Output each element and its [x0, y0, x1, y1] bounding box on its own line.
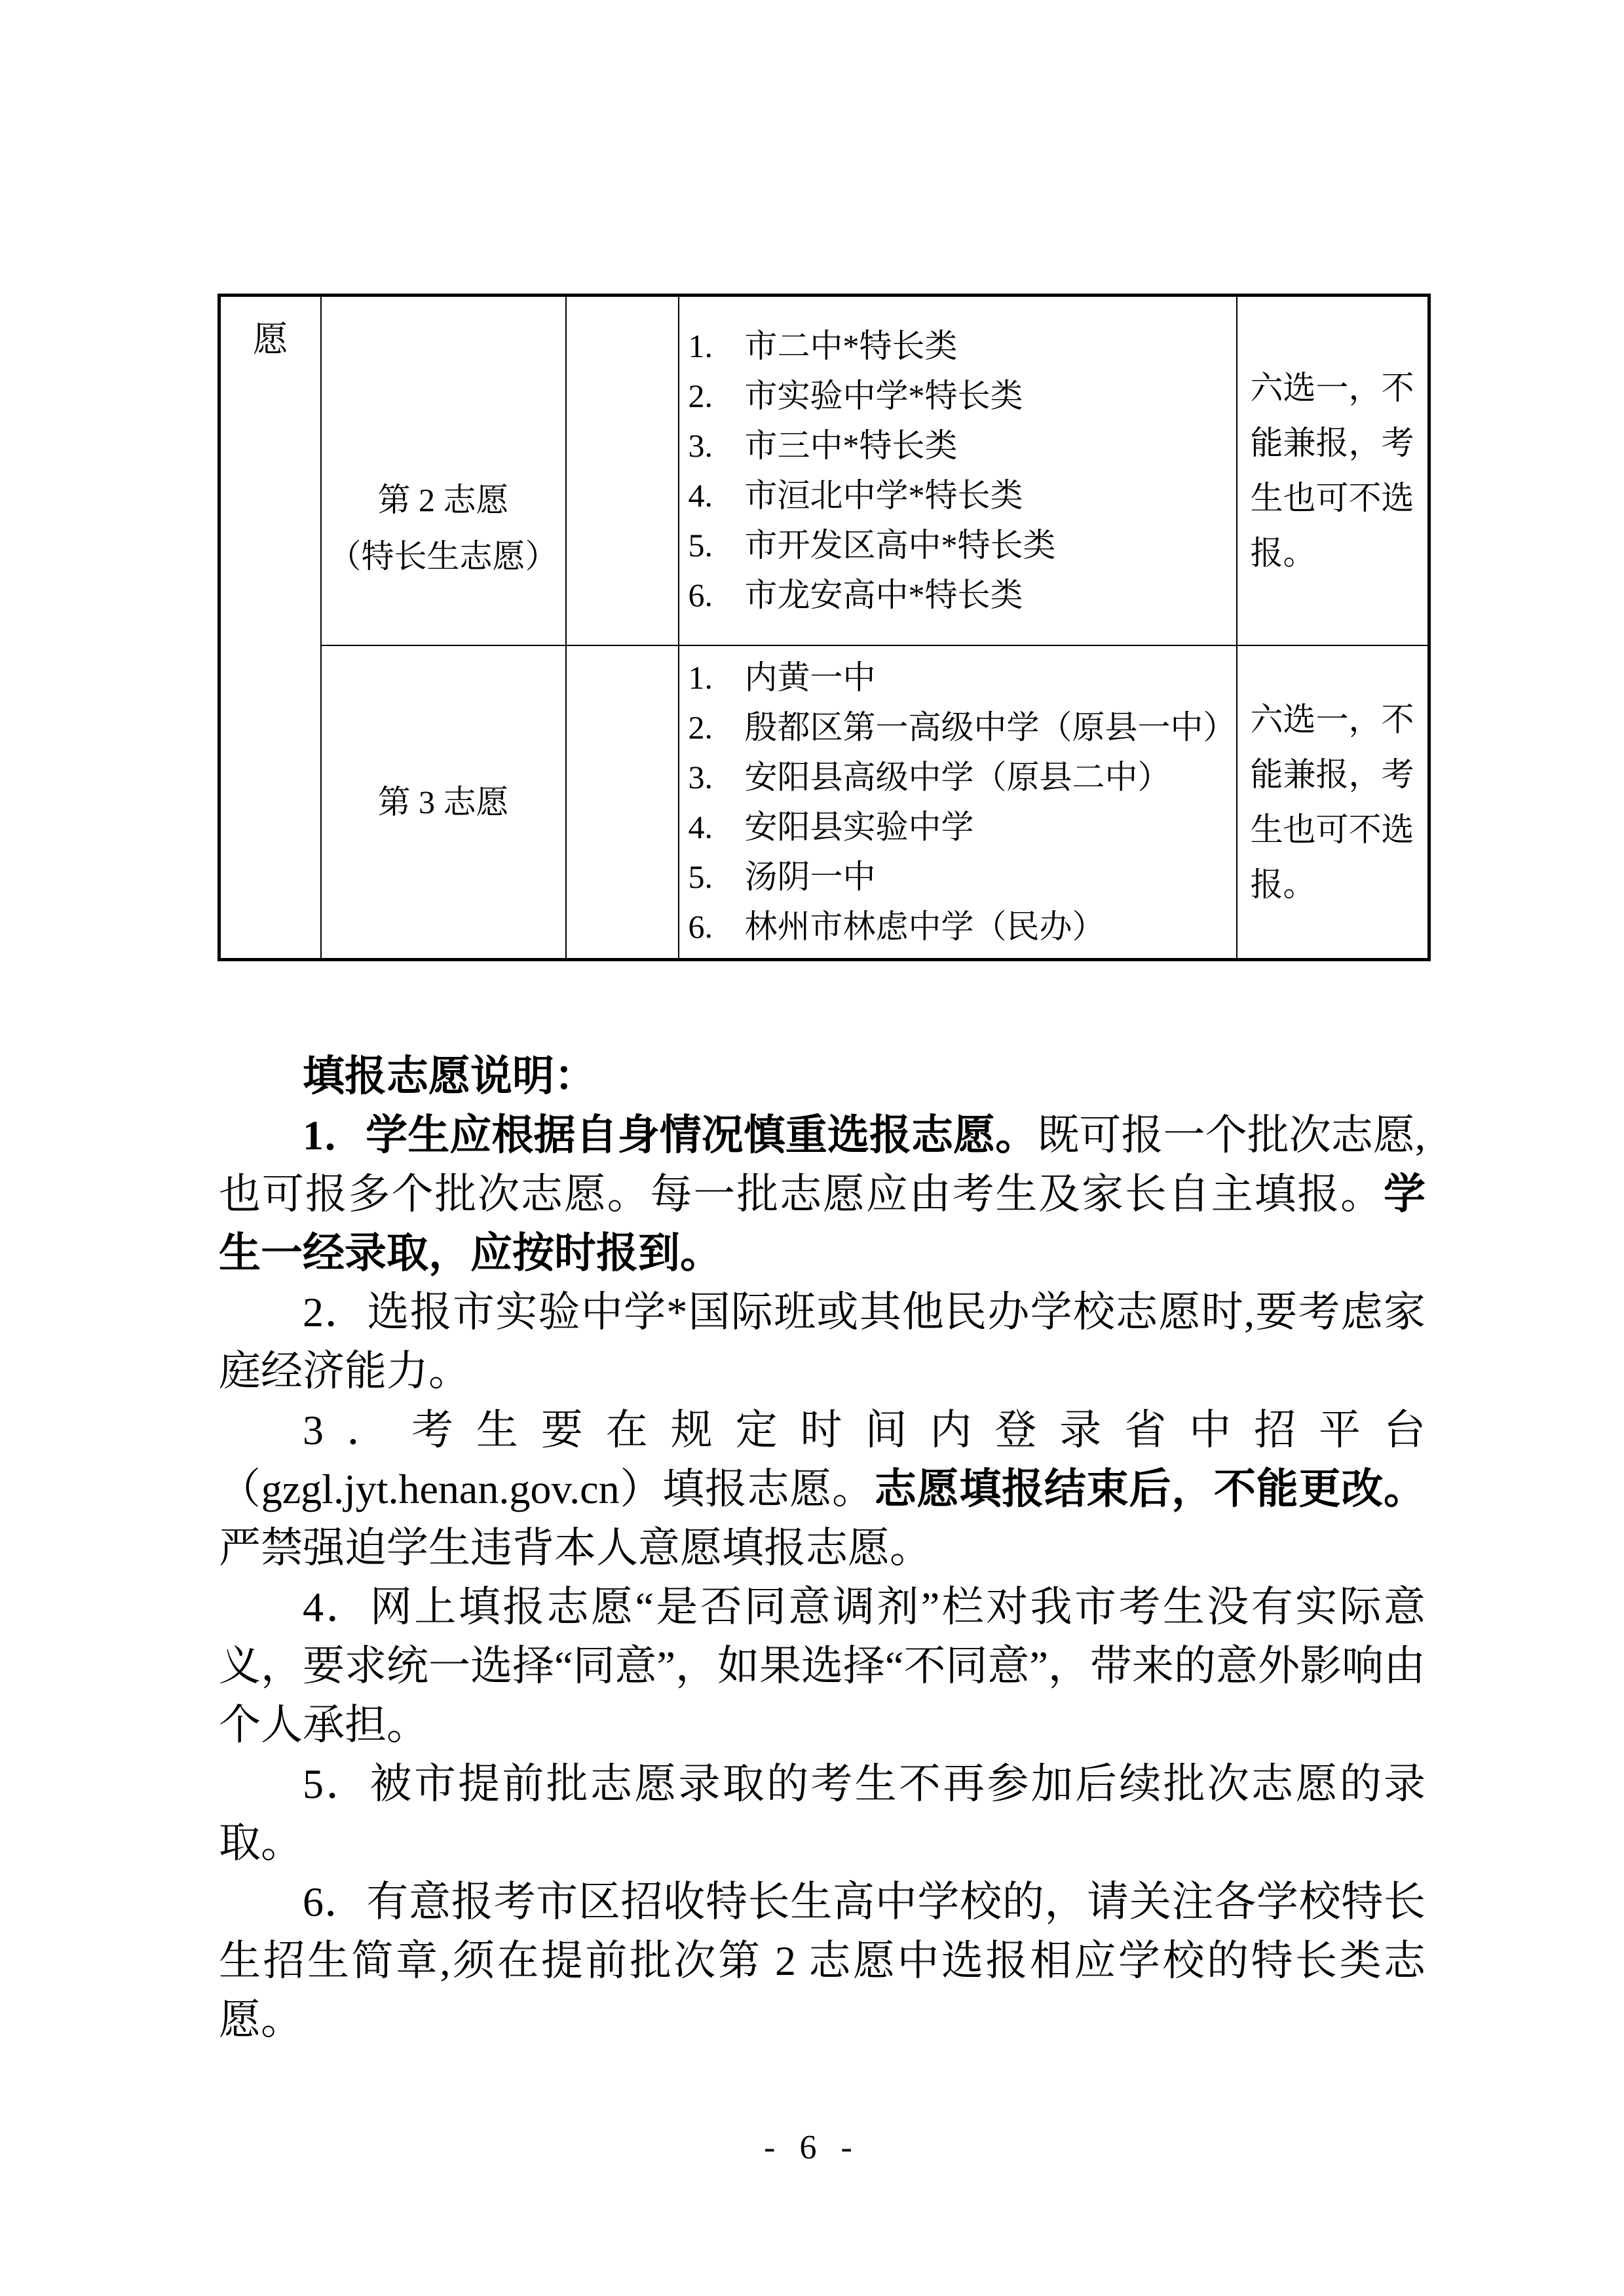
school-item-name: 市二中*特长类 [744, 328, 958, 365]
instruction-3-text: 严禁强迫学生违背本人意愿填报志愿。 [219, 1525, 932, 1571]
school-item-name: 内黄一中 [744, 659, 876, 696]
school-item-number: 1. [688, 328, 713, 365]
note-text: 六选一，不能兼报，考生也可不选报。 [1250, 700, 1414, 903]
school-item-name: 市洹北中学*特长类 [744, 477, 1023, 514]
instructions-heading: 填报志愿说明： [303, 1053, 596, 1100]
school-item-number: 5. [688, 858, 713, 895]
school-item [679, 902, 1236, 951]
school-item-name: 安阳县高级中学（原县二中） [744, 758, 1171, 795]
note-text: 六选一，不能兼报，考生也可不选报。 [1250, 370, 1414, 572]
school-list-cell-row3 [679, 645, 1237, 960]
instruction-5-text: 5．被市提前批志愿录取的考生不再参加后续批次志愿的录取。 [219, 1761, 1426, 1866]
school-item-name: 殷都区第一高级中学（原县一中） [744, 708, 1236, 746]
school-item-number: 2. [688, 708, 713, 746]
volunteer-2-label-cell [321, 296, 566, 645]
school-item-name: 林州市林虑中学（民办） [744, 908, 1105, 945]
school-list-cell-row2 [679, 296, 1237, 645]
volunteer-row-3 [219, 645, 1429, 960]
school-item [679, 570, 1236, 620]
note-cell-row2 [1237, 296, 1429, 645]
school-item-name: 市龙安高中*特长类 [744, 577, 1023, 614]
instruction-2-text: 2．选报市实验中学*国际班或其他民办学校志愿时,要考虑家庭经济能力。 [219, 1289, 1426, 1394]
volunteer-2-label-line1: 第 2 志愿 [377, 481, 509, 518]
school-item [679, 470, 1236, 520]
school-item [679, 702, 1236, 752]
instruction-1-bold-tail: 学生一经录取，应按时报到。 [219, 1171, 1426, 1276]
school-item-number: 4. [688, 477, 713, 514]
school-item-name: 汤阴一中 [744, 858, 876, 895]
instruction-item-4 [219, 1578, 1426, 1755]
school-item-name: 市实验中学*特长类 [744, 377, 1023, 415]
instruction-item-3 [219, 1401, 1426, 1578]
school-item-number: 1. [688, 659, 713, 696]
category-label: 愿 [252, 320, 288, 359]
instruction-4-text: 4．网上填报志愿“是否同意调剂”栏对我市考生没有实际意义，要求统一选择“同意”，如果选择“不同意”，带来的意外影响由个人承担。 [219, 1584, 1426, 1748]
school-item [679, 802, 1236, 852]
category-cell [219, 296, 321, 960]
instructions-section [219, 1047, 1426, 2050]
empty-cell [566, 645, 679, 960]
school-item-name: 安阳县实验中学 [744, 808, 974, 845]
instruction-item-1 [219, 1106, 1426, 1283]
school-item-number: 6. [688, 908, 713, 945]
school-item-number: 3. [688, 758, 713, 795]
instruction-3-spread-line: 3．考生要在规定时间内登录省中招平台 [303, 1407, 1426, 1453]
school-item [679, 752, 1236, 802]
volunteer-3-label-cell [321, 645, 566, 960]
instruction-1-text: 既可报一个批次志愿,也可报多个批次志愿。每一批志愿应由考生及家长自主填报。 [219, 1112, 1426, 1217]
volunteer-2-label-line2: （特长生志愿） [328, 537, 558, 575]
school-item [679, 653, 1236, 702]
school-item-number: 2. [688, 377, 713, 415]
school-item [679, 421, 1236, 470]
page-number: - 6 - [764, 2129, 860, 2166]
school-list [679, 315, 1236, 626]
instruction-6-text: 6．有意报考市区招收特长生高中学校的，请关注各学校特长生招生简章,须在提前批次第 2 志愿中选报相应学校的特长类志愿。 [219, 1879, 1426, 2043]
school-item-number: 6. [688, 577, 713, 614]
school-item [679, 852, 1236, 902]
note-cell-row3 [1237, 645, 1429, 960]
school-item [679, 520, 1236, 570]
school-item [679, 321, 1236, 371]
school-item-name: 市开发区高中*特长类 [744, 527, 1056, 564]
school-item-number: 5. [688, 527, 713, 564]
volunteer-row-2 [219, 296, 1429, 645]
school-item-name: 市三中*特长类 [744, 427, 958, 465]
volunteer-table [217, 294, 1431, 961]
school-item-number: 4. [688, 808, 713, 845]
school-list [679, 646, 1236, 958]
instruction-3-url-text: （gzgl.jyt.henan.gov.cn）填报志愿。 [219, 1466, 875, 1512]
instruction-1-bold-lead: 1．学生应根据自身情况慎重选报志愿。 [303, 1112, 1038, 1158]
instruction-item-5 [219, 1755, 1426, 1873]
volunteer-3-label: 第 3 志愿 [377, 783, 509, 820]
instruction-3-bold: 志愿填报结束后，不能更改。 [874, 1466, 1426, 1512]
instruction-item-6 [219, 1873, 1426, 2050]
school-item [679, 371, 1236, 421]
empty-cell [566, 296, 679, 645]
instruction-item-2 [219, 1283, 1426, 1401]
school-item-number: 3. [688, 427, 713, 465]
